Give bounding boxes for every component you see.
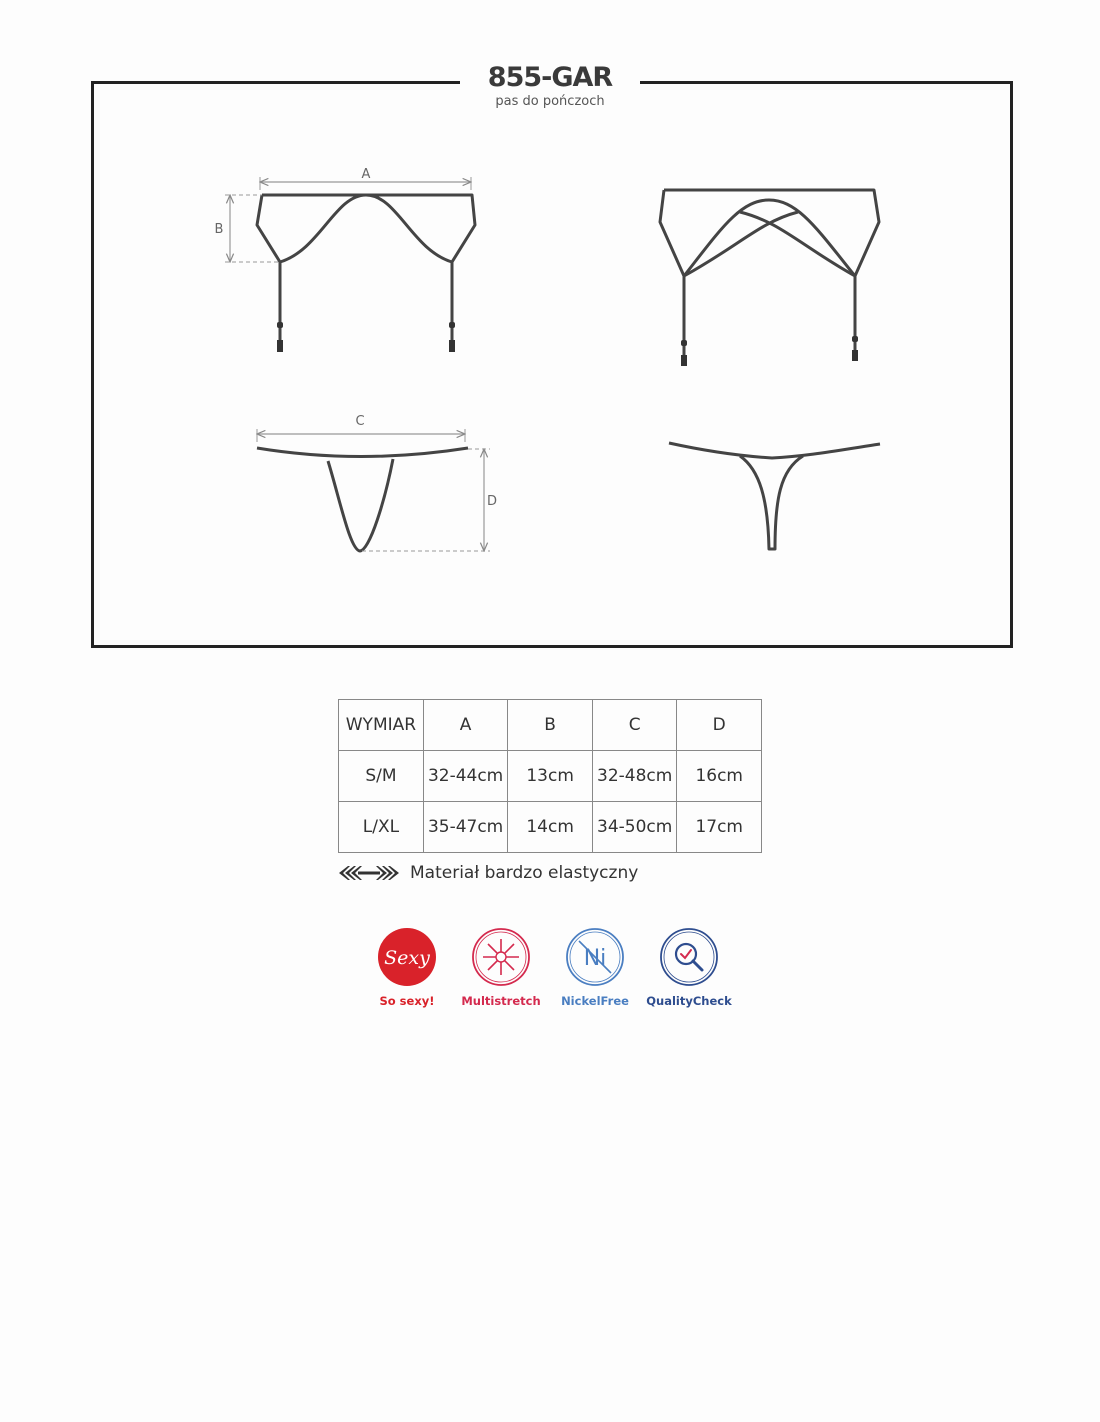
garter-belt-front <box>257 195 475 340</box>
label-a: A <box>361 167 371 182</box>
thong-front <box>257 448 468 551</box>
badge-quality-check <box>642 927 736 1008</box>
label-c: C <box>355 414 365 429</box>
label-d: D <box>486 494 498 509</box>
garment-drawings <box>0 0 1100 660</box>
table-cell: 14cm <box>508 802 593 853</box>
table-cell: 34-50cm <box>592 802 677 853</box>
dimension-b <box>225 195 280 262</box>
table-cell: S/M <box>339 751 424 802</box>
multistretch-icon <box>471 927 531 987</box>
back-clips <box>681 336 858 366</box>
sexy-icon <box>377 927 437 987</box>
product-code: 855-GAR <box>487 62 613 93</box>
badge-label: So sexy! <box>379 994 435 1008</box>
nickel-free-icon <box>565 927 625 987</box>
table-cell: 16cm <box>677 751 762 802</box>
stretch-arrows-icon <box>338 863 400 883</box>
badge-multistretch <box>454 927 548 1008</box>
size-table <box>338 699 762 853</box>
badge-label: NickelFree <box>561 994 629 1008</box>
table-header-row <box>339 700 762 751</box>
header-cell: A <box>423 700 508 751</box>
dimension-c <box>257 429 465 442</box>
table-cell: L/XL <box>339 802 424 853</box>
table-cell: 13cm <box>508 751 593 802</box>
badge-label: QualityCheck <box>646 994 732 1008</box>
table-cell: 17cm <box>677 802 762 853</box>
thong-back <box>669 443 880 549</box>
badge-label: Multistretch <box>461 994 541 1008</box>
table-cell: 35-47cm <box>423 802 508 853</box>
header-cell: B <box>508 700 593 751</box>
garter-belt-back <box>660 190 879 355</box>
quality-check-icon <box>659 927 719 987</box>
header-cell: WYMIAR <box>339 700 424 751</box>
header-cell: D <box>677 700 762 751</box>
table-row <box>339 802 762 853</box>
table-cell: 32-44cm <box>423 751 508 802</box>
badge-nickel-free <box>548 927 642 1008</box>
header-cell: C <box>592 700 677 751</box>
stretch-note <box>338 861 638 885</box>
product-subtitle: pas do pończoch <box>495 94 605 109</box>
badge-so-sexy <box>360 927 454 1008</box>
table-cell: 32-48cm <box>592 751 677 802</box>
svg-text:Sexy: Sexy <box>384 947 430 969</box>
svg-text:Ni: Ni <box>583 946 607 971</box>
dimension-d <box>362 449 490 551</box>
table-row <box>339 751 762 802</box>
label-b: B <box>214 222 224 237</box>
front-clips <box>277 322 455 352</box>
feature-badges <box>360 927 736 1008</box>
stretch-label: Materiał bardzo elastyczny <box>410 863 639 883</box>
